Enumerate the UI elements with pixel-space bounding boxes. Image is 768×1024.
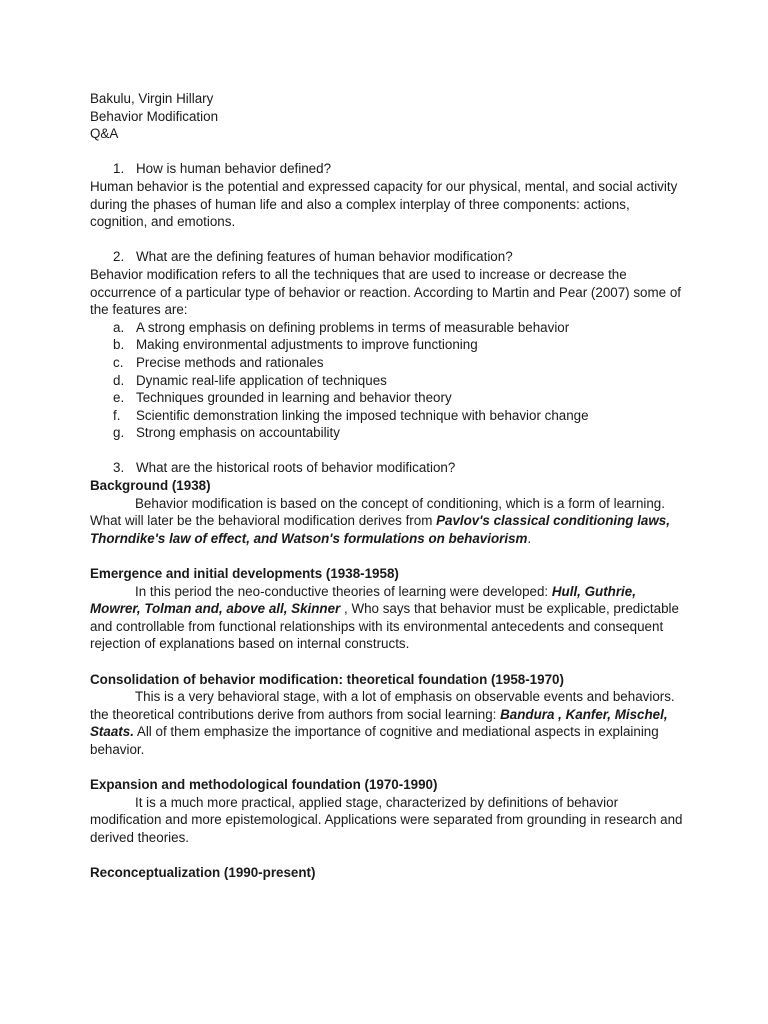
history-section-reconceptualization (90, 864, 690, 882)
history-section-emergence (90, 565, 690, 653)
question-number: 2. (113, 249, 125, 265)
section-body (90, 495, 690, 548)
question-text: What are the historical roots of behavior modification? (136, 460, 456, 476)
section-text: It is a much more practical, applied stage, characterized by definitions of behavior modification and more epistemological. Applications were separated from grounding in research and derived theories. (90, 794, 683, 845)
question-block-1 (90, 160, 690, 230)
section-body (90, 794, 690, 847)
question-block-3 (90, 459, 690, 477)
section-heading: Reconceptualization (1990-present) (90, 865, 316, 881)
list-item (90, 424, 690, 442)
history-section-expansion (90, 776, 690, 846)
section-text: In this period the neo-conductive theories of learning were developed: (135, 583, 552, 599)
list-item-text: Scientific demonstration linking the imposed technique with behavior change (136, 407, 589, 423)
question-text: What are the defining features of human behavior modification? (136, 249, 513, 265)
list-item-text: Dynamic real-life application of techniques (136, 372, 387, 388)
question-3 (90, 459, 690, 477)
section-text-end: , Who says that behavior must be explicable, predictable and controllable from functional relationships with its environmental antecedents and consequent rejection of explanations based on internal constructs. (90, 601, 679, 652)
list-item-text: Making environmental adjustments to improve functioning (136, 337, 478, 353)
section-heading: Emergence and initial developments (1938-1958) (90, 566, 399, 582)
answer-1: Human behavior is the potential and expressed capacity for our physical, mental, and social activity during the phases of human life and also a complex interplay of three components: actions, cognition, and emotions. (90, 178, 678, 230)
list-marker: b. (113, 337, 125, 353)
spacer (90, 759, 690, 777)
section-text: Behavior modification is based on the concept of conditioning, which is a form of learning. What will later be the behavioral modification derives from (90, 495, 665, 529)
author-name: Bakulu, Virgin Hillary (90, 91, 214, 106)
question-number: 3. (113, 460, 125, 476)
section-body (90, 688, 690, 758)
question-2 (90, 248, 690, 266)
list-item-text: Strong emphasis on accountability (136, 425, 340, 441)
list-marker: d. (113, 372, 125, 388)
question-1 (90, 160, 690, 178)
course-subject: Behavior Modification (90, 108, 219, 124)
section-heading: Expansion and methodological foundation (1970-1990) (90, 777, 438, 793)
list-marker: e. (113, 390, 125, 406)
list-item-text: Precise methods and rationales (136, 354, 324, 370)
history-section-consolidation (90, 671, 690, 759)
list-marker: f. (113, 407, 121, 423)
answer-2: Behavior modification refers to all the techniques that are used to increase or decrease the occurrence of a particular type of behavior or reaction. According to Martin and Pear (2007) some of the features are: (90, 266, 681, 318)
section-emphasis: Pavlov's classical conditioning laws, Thorndike's law of effect, and Watson's formulations on behaviorism (90, 513, 670, 546)
section-text-end: . (527, 530, 532, 546)
section-heading: Consolidation of behavior modification: theoretical foundation (1958-1970) (90, 671, 564, 687)
spacer (90, 547, 690, 565)
list-item (90, 372, 690, 390)
list-item-text: Techniques grounded in learning and behavior theory (136, 390, 452, 406)
section-emphasis: Hull, Guthrie, Mowrer, Tolman and, above all, Skinner (90, 583, 636, 617)
history-section-background (90, 477, 690, 547)
spacer (90, 847, 690, 865)
list-item (90, 319, 690, 337)
list-marker: g. (113, 425, 125, 441)
question-block-2 (90, 248, 690, 442)
section-body (90, 583, 690, 653)
document-header (90, 90, 690, 143)
section-text: This is a very behavioral stage, with a lot of emphasis on observable events and behaviors. the theoretical contributions derive from authors from social learning: (90, 689, 675, 722)
list-marker: a. (113, 319, 125, 335)
list-item (90, 354, 690, 372)
question-text: How is human behavior defined? (136, 161, 332, 177)
features-list (90, 319, 690, 442)
spacer (90, 231, 690, 249)
list-item (90, 336, 690, 354)
section-emphasis: Bandura , Kanfer, Mischel, Staats. (90, 706, 668, 740)
list-item (90, 389, 690, 407)
question-number: 1. (113, 161, 125, 177)
list-marker: c. (113, 354, 124, 370)
list-item (90, 407, 690, 425)
section-text-end: All of them emphasize the importance of cognitive and mediational aspects in explaining behavior. (90, 724, 659, 757)
spacer (90, 442, 690, 460)
spacer (90, 653, 690, 671)
list-item-text: A strong emphasis on defining problems in terms of measurable behavior (136, 319, 570, 335)
document-body (90, 90, 690, 882)
document-type: Q&A (90, 126, 119, 142)
section-heading: Background (1938) (90, 478, 211, 494)
